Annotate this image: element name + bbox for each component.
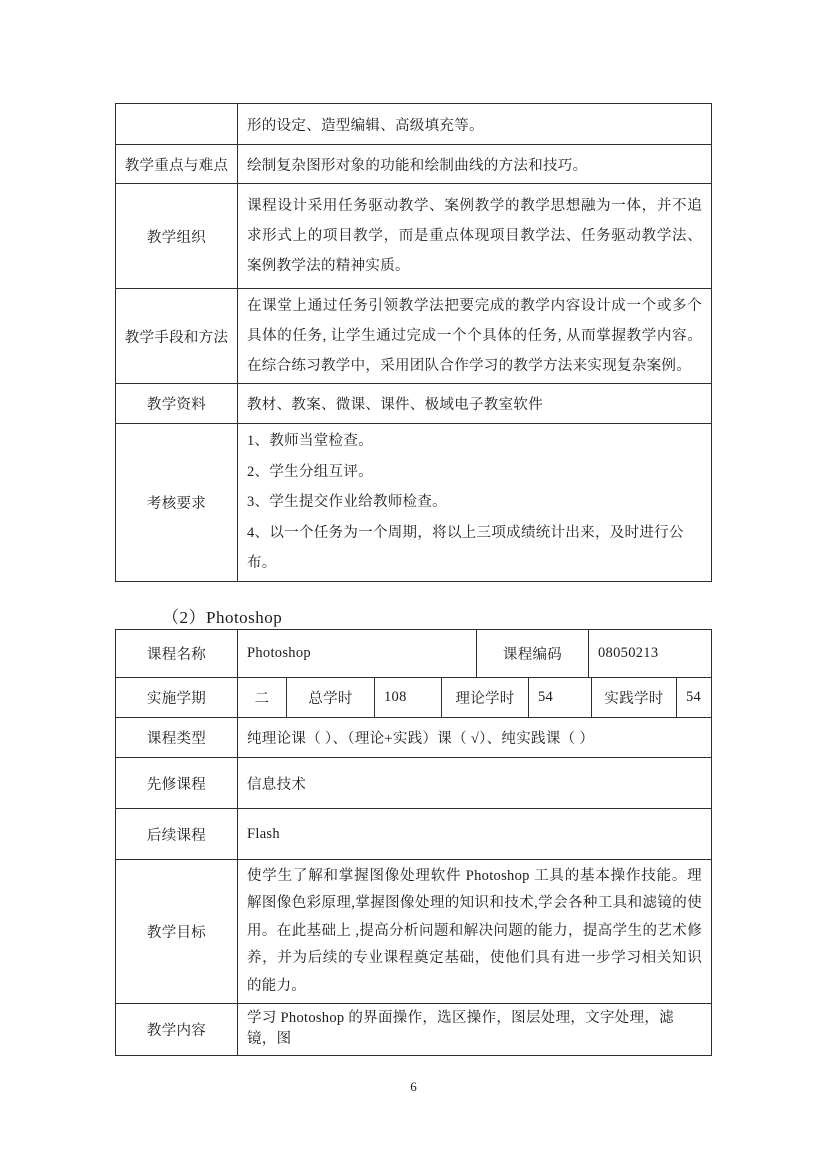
- course-name-label: 课程名称: [146, 647, 207, 663]
- assessment-item-3: 3、学生提交作业给教师检查。: [247, 494, 447, 510]
- assessment-item-2: 2、学生分组互评。: [247, 463, 373, 480]
- table-row-subsequent-course: [116, 808, 711, 859]
- teaching-methods-text: 在课堂上通过任务引领教学法把要完成的教学内容设计成一个或多个具体的任务, 让学生通过完成一个个具体的任务, 从而掌握教学内容。在综合练习教学中，采用团队合作学习的教学方法来实现复杂案例。: [247, 298, 702, 374]
- row-label: 教学组织: [146, 229, 207, 246]
- row-content: [237, 424, 711, 581]
- table-row-teaching-materials: [116, 383, 711, 423]
- row-content: [237, 104, 711, 144]
- assessment-item-1: 1、教师当堂检查。: [247, 433, 373, 449]
- table-row-course-name: [116, 630, 711, 677]
- theory-hours-label: 理论学时: [441, 678, 528, 717]
- teaching-content-label: 教学内容: [146, 1023, 207, 1039]
- objectives-label: 教学目标: [146, 925, 207, 941]
- course-table-coreldraw-continued: [115, 103, 712, 582]
- row-content: [237, 184, 711, 288]
- table-row-continuation: [116, 104, 711, 144]
- total-hours-label: 总学时: [286, 678, 374, 717]
- subsequent-label: 后续课程: [146, 827, 207, 844]
- course-table-photoshop: [115, 629, 712, 1056]
- key-points-text: 绘制复杂图形对象的功能和绘制曲线的方法和技巧。: [247, 157, 588, 174]
- teaching-organization-text: 课程设计采用任务驱动教学、案例教学的教学思想融为一体，并不追求形式上的项目教学，而是重点体现项目教学法、任务驱动教学法、案例教学法的精神实质。: [247, 198, 702, 274]
- row-content: [237, 145, 711, 183]
- table-row-teaching-organization: [116, 183, 711, 288]
- subsequent-value: Flash: [237, 809, 711, 859]
- table-row-course-type: [116, 717, 711, 757]
- objectives-value: 使学生了解和掌握图像处理软件 Photoshop 工具的基本操作技能。理解图像色彩原理,掌握图像处理的知识和技术,学会各种工具和滤镜的使用。在此基础上 ,提高分析问题和解决问题的能力，提高学生的艺术修养，并为后续的专业课程奠定基础，使他们具有进一步学习相关知识的能力。: [237, 860, 711, 1003]
- continuation-text: 形的设定、造型编辑、高级填充等。: [247, 117, 484, 134]
- practice-hours-label: 实践学时: [591, 678, 676, 717]
- page-number: 6: [410, 1079, 417, 1094]
- table-row-teaching-content: [116, 1003, 711, 1055]
- table-row-prerequisite-course: [116, 757, 711, 808]
- assessment-item-4: 4、以一个任务为一个周期，将以上三项成绩统计出来，及时进行公布。: [247, 524, 684, 571]
- row-label-empty: [116, 104, 237, 144]
- semester-value: 二: [237, 678, 286, 717]
- section-heading-photoshop: （2）Photoshop: [162, 608, 283, 627]
- teaching-materials-text: 教材、教案、微课、课件、极域电子教室软件: [247, 397, 543, 413]
- course-type-value: 纯理论课（ ）、（理论+实践）课（ √）、纯实践课（ ）: [237, 718, 711, 757]
- row-content: [237, 384, 711, 423]
- row-label: 考核要求: [146, 495, 207, 512]
- total-hours-value: 108: [374, 678, 441, 717]
- table-row-key-points: [116, 144, 711, 183]
- course-code-label: 课程编码: [476, 630, 588, 677]
- theory-hours-value: 54: [528, 678, 591, 717]
- table-row-teaching-objectives: [116, 859, 711, 1003]
- prerequisite-value: 信息技术: [237, 758, 711, 808]
- teaching-content-value: 学习 Photoshop 的界面操作，选区操作，图层处理，文字处理，滤镜，图: [237, 1004, 711, 1055]
- row-label: 教学手段和方法: [124, 329, 229, 346]
- table-row-assessment-requirements: [116, 423, 711, 581]
- assessment-requirements-list: [247, 426, 702, 579]
- semester-label: 实施学期: [146, 691, 207, 707]
- course-code-value: 08050213: [588, 630, 711, 677]
- course-name-value: Photoshop: [237, 630, 476, 677]
- table-row-teaching-methods: [116, 288, 711, 383]
- row-label: 教学重点与难点: [124, 157, 229, 174]
- row-label: 教学资料: [146, 397, 207, 413]
- table-row-semester-hours: [116, 677, 711, 717]
- prerequisite-label: 先修课程: [146, 776, 207, 793]
- row-content: [237, 289, 711, 383]
- course-type-label: 课程类型: [146, 731, 207, 747]
- practice-hours-value: 54: [676, 678, 711, 717]
